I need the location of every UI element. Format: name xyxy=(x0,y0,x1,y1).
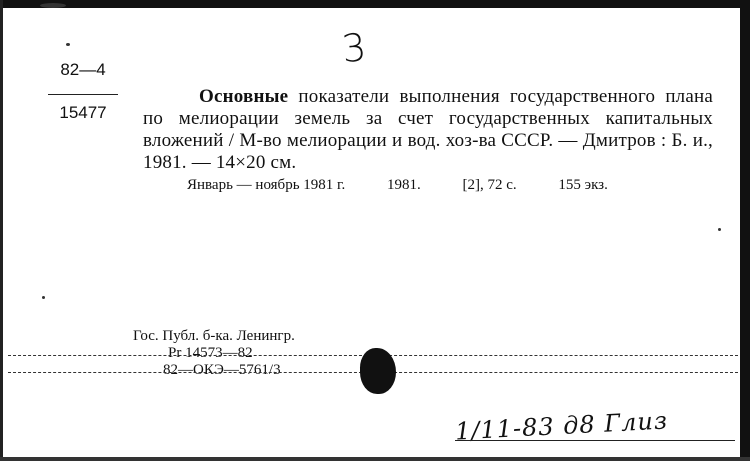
card-right-edge xyxy=(740,0,750,461)
library-line-3: 82—ОКЭ—5761/3 xyxy=(163,362,281,378)
entry-lead-word: Основные xyxy=(199,86,289,107)
card-left-edge xyxy=(0,0,3,461)
card-top-edge xyxy=(0,0,750,8)
call-number xyxy=(48,60,118,123)
handwritten-underline xyxy=(455,440,735,441)
entry-subline xyxy=(187,177,608,194)
subline-pages: [2], 72 с. xyxy=(462,177,517,193)
card-bottom-edge xyxy=(0,457,750,461)
ink-speck xyxy=(40,3,66,8)
call-number-divider xyxy=(48,94,118,95)
subline-year: 1981. xyxy=(387,177,421,193)
handwritten-code: 1/11-83 д8 Глиз xyxy=(454,406,669,446)
subline-period: Январь — ноябрь 1981 г. xyxy=(187,177,346,193)
handwritten-card-number: 3 xyxy=(339,24,369,72)
library-line-1: Гос. Публ. б-ка. Ленингр. xyxy=(133,328,295,344)
entry-body: показатели выполнения государственного плана по мелиорации земель за счет государственных капитальных вложений / М-во мелиорации и вод. хоз-ва СССР. — Дмитров : Б. и., 1981. — 14×20 см. xyxy=(143,86,713,173)
ink-speck xyxy=(66,43,70,46)
punch-hole xyxy=(360,348,396,394)
ink-speck xyxy=(718,228,721,231)
subline-copies: 155 экз. xyxy=(558,177,608,193)
call-number-bottom: 15477 xyxy=(59,103,107,122)
call-number-top: 82—4 xyxy=(60,60,106,79)
bibliographic-entry xyxy=(143,86,713,174)
ink-speck xyxy=(42,296,45,299)
library-line-2: Pr 14573—82 xyxy=(168,345,253,361)
